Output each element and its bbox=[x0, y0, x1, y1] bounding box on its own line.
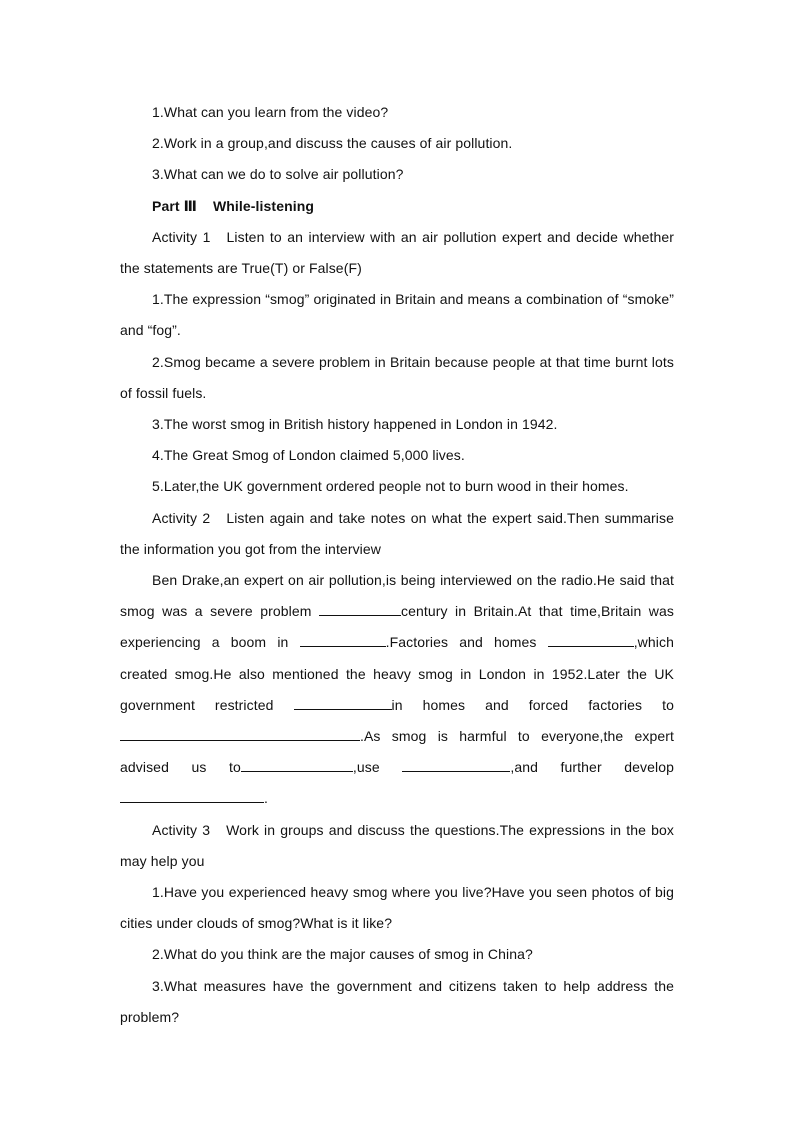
activity1-text: Listen to an interview with an air pollution expert and decide whether the statements are True(T) or False(F) bbox=[120, 228, 674, 277]
summary-text-9: . bbox=[264, 790, 268, 807]
statement-2: 2.Smog became a severe problem in Britain because people at that time burnt lots of fossil fuels. bbox=[120, 353, 674, 401]
blank-7[interactable] bbox=[402, 757, 510, 772]
part-label: Part Ⅲ bbox=[152, 197, 197, 214]
statement-5: 5.Later,the UK government ordered people not to burn wood in their homes. bbox=[152, 478, 629, 495]
activity2-text: Listen again and take notes on what the expert said.Then summarise the information you got from the interview bbox=[120, 509, 674, 557]
activity3-label: Activity 3 bbox=[152, 821, 211, 838]
summary-text-6: .As smog is harmful to everyone,the expert advised us to bbox=[120, 728, 674, 776]
blank-4[interactable] bbox=[294, 695, 392, 710]
blank-3[interactable] bbox=[548, 632, 634, 647]
summary-paragraph bbox=[120, 565, 674, 815]
summary-text-1: Ben Drake,an expert on air pollution,is being interviewed on the radio.He said that smog was a severe problem bbox=[120, 572, 674, 620]
summary-text-3: .Factories and homes bbox=[385, 634, 548, 651]
pre-question-3: 3.What can we do to solve air pollution? bbox=[152, 166, 404, 183]
blank-1[interactable] bbox=[319, 601, 401, 616]
part-heading bbox=[120, 191, 674, 222]
activity3-text: Work in groups and discuss the questions.The expressions in the box may help you bbox=[120, 821, 674, 869]
activity1-instruction bbox=[120, 222, 674, 284]
activity3-instruction bbox=[120, 815, 674, 877]
pre-question-1: 1.What can you learn from the video? bbox=[152, 104, 389, 120]
pre-question-2: 2.Work in a group,and discuss the causes of air pollution. bbox=[152, 135, 513, 152]
discussion-question-1: 1.Have you experienced heavy smog where you live?Have you seen photos of big cities under clouds of smog?What is it like? bbox=[120, 884, 674, 932]
summary-text-8: ,and further develop bbox=[510, 759, 674, 776]
blank-2[interactable] bbox=[300, 632, 386, 647]
document-page bbox=[120, 97, 674, 1033]
summary-text-2: century in Britain.At that time,Britain was experiencing a boom in bbox=[120, 603, 674, 651]
blank-6[interactable] bbox=[241, 757, 353, 772]
blank-8[interactable] bbox=[120, 788, 264, 803]
blank-5[interactable] bbox=[120, 726, 360, 741]
part-title: While-listening bbox=[212, 197, 315, 214]
statement-3: 3.The worst smog in British history happened in London in 1942. bbox=[152, 416, 558, 433]
summary-text-5: in homes and forced factories to bbox=[391, 696, 675, 713]
summary-text-7: ,use bbox=[352, 759, 403, 776]
statement-4: 4.The Great Smog of London claimed 5,000 lives. bbox=[152, 447, 465, 464]
activity2-label: Activity 2 bbox=[152, 509, 211, 526]
discussion-question-2: 2.What do you think are the major causes of smog in China? bbox=[152, 946, 533, 963]
summary-text-4: ,which created smog.He also mentioned the heavy smog in London in 1952.Later the UK government restricted bbox=[120, 634, 674, 713]
discussion-question-3: 3.What measures have the government and citizens taken to help address the problem? bbox=[120, 977, 674, 1025]
statement-1: 1.The expression “smog” originated in Britain and means a combination of “smoke” and “fog”. bbox=[120, 291, 674, 339]
activity2-instruction bbox=[120, 503, 674, 565]
activity1-label: Activity 1 bbox=[152, 228, 211, 245]
